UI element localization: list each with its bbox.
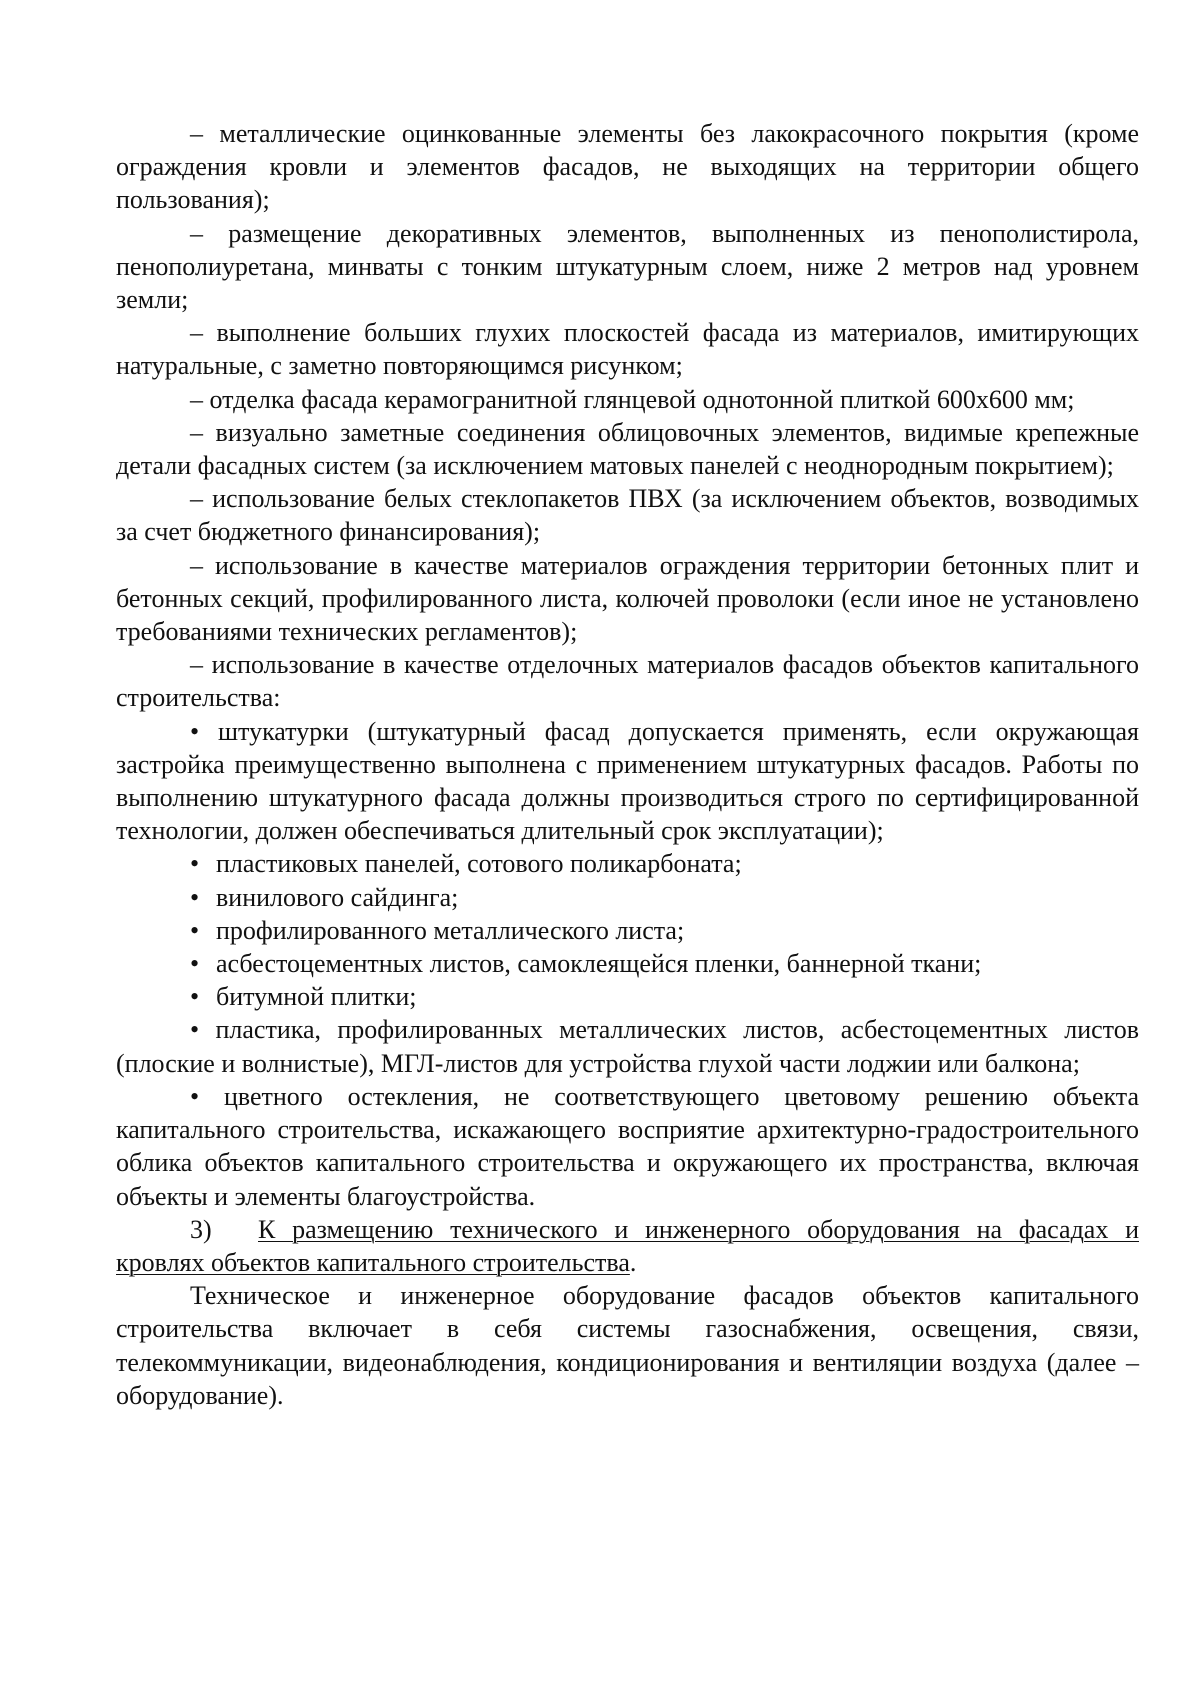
section-heading: [116, 1213, 1139, 1279]
bullet-bitumen-tile: • битумной плитки;: [116, 980, 1139, 1013]
paragraph-equipment-definition: Техническое и инженерное оборудование фасадов объектов капитального строительства включает в себя системы газоснабжения, освещения, связи, телекоммуникации, видеонаблюдения, кондиционирования и вентиляции воздуха (далее – оборудование).: [116, 1281, 1139, 1410]
paragraph-visible-joints: – визуально заметные соединения облицовочных элементов, видимые крепежные детали фасадных систем (за исключением матовых панелей с неоднородным покрытием);: [116, 417, 1139, 481]
paragraph-finishing-materials: – использование в качестве отделочных материалов фасадов объектов капитального строительства:: [116, 650, 1139, 713]
paragraph-ceramic-tile: – отделка фасада керамогранитной глянцевой однотонной плиткой 600х600 мм;: [190, 384, 1075, 414]
bullet-asbestos-sheets: • асбестоцементных листов, самоклеящейся пленки, баннерной ткани;: [116, 947, 1139, 980]
bullet-dot-icon: •: [190, 849, 200, 879]
bullet-profiled-sheet: • профилированного металлического листа;: [116, 914, 1139, 947]
bullet-plastic-panels: • пластиковых панелей, сотового поликарбоната;: [116, 847, 1139, 880]
bullet-dot-icon: •: [190, 949, 200, 979]
bullet-plaster: • штукатурки (штукатурный фасад допускается применять, если окружающая застройка преимущественно выполнена с применением штукатурных фасадов. Работы по выполнению штукатурного фасада должны производиться строго по сертифицированной технологии, должен обеспечиваться длительный срок эксплуатации);: [116, 715, 1139, 848]
bullet-dot-icon: •: [190, 982, 200, 1012]
document-body: [116, 117, 1139, 1412]
bullet-vinyl-siding: • винилового сайдинга;: [116, 881, 1139, 914]
paragraph-white-pvc-windows: – использование белых стеклопакетов ПВХ (за исключением объектов, возводимых за счет бюджетного финансирования);: [116, 484, 1139, 547]
paragraph-blind-planes: – выполнение больших глухих плоскостей фасада из материалов, имитирующих натуральные, с заметно повторяющимся рисунком;: [116, 318, 1139, 381]
section-title-end: .: [629, 1247, 637, 1277]
paragraph-fence-materials: – использование в качестве материалов ограждения территории бетонных плит и бетонных секций, профилированного листа, колючей проволоки (если иное не установлено требованиями технических регламентов);: [116, 550, 1139, 647]
bullet-dot-icon: •: [190, 882, 200, 912]
bullet-loggia-materials: • пластика, профилированных металлических листов, асбестоцементных листов (плоские и волнистые), МГЛ-листов для устройства глухой части лоджии или балкона;: [116, 1013, 1139, 1079]
bullet-colored-glazing: • цветного остекления, не соответствующего цветовому решению объекта капитального строительства, искажающего восприятие архитектурно-градостроительного облика объектов капитального строительства и окружающего их пространства, включая объекты и элементы благоустройства.: [116, 1080, 1139, 1213]
bullet-dot-icon: •: [190, 915, 200, 945]
section-number: 3): [190, 1214, 212, 1244]
paragraph-decorative-elements: – размещение декоративных элементов, выполненных из пенополистирола, пенополиуретана, минваты с тонким штукатурным слоем, ниже 2 метров над уровнем земли;: [116, 218, 1139, 315]
paragraph-galvanized-elements: – металлические оцинкованные элементы без лакокрасочного покрытия (кроме ограждения кровли и элементов фасадов, не выходящих на территории общего пользования);: [116, 119, 1139, 215]
section-title: К размещению технического и инженерного оборудования на фасадах и кровлях объектов капитального строительства: [116, 1214, 1139, 1277]
